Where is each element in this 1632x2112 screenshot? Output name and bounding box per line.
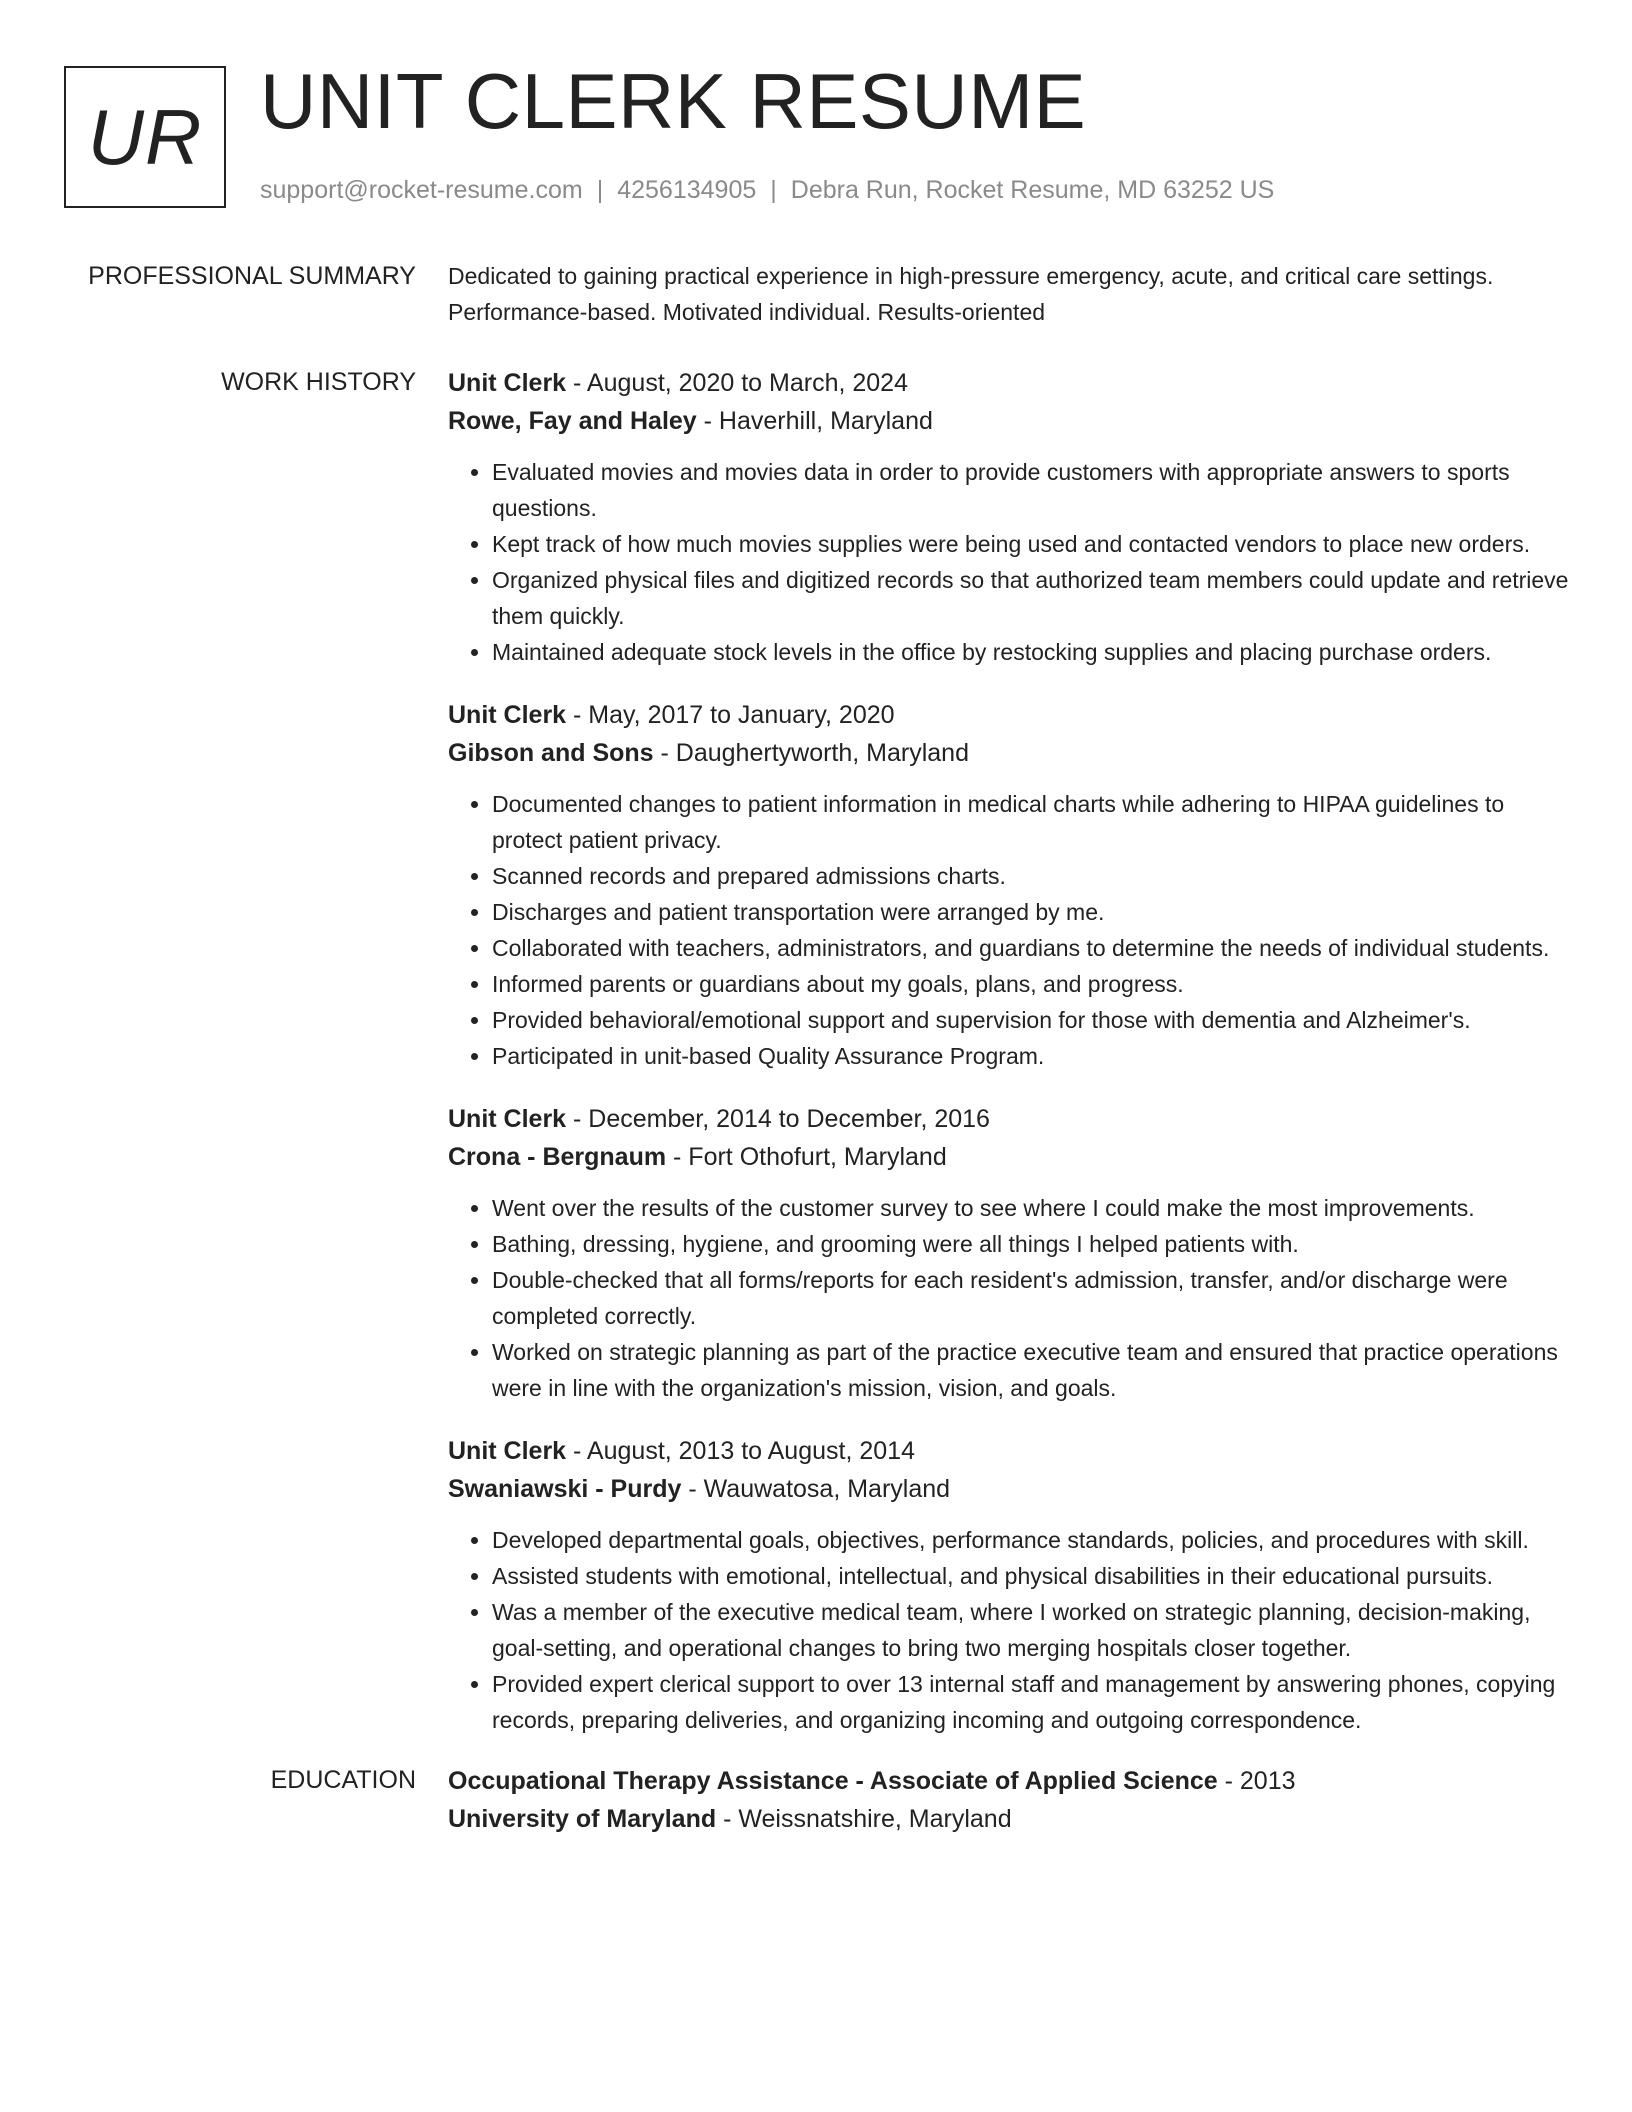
education-location: - Weissnatshire, Maryland — [716, 1805, 1012, 1833]
job-bullet: • Assisted students with emotional, intellectual, and physical disabilities in their educational pursuits. — [492, 1558, 1576, 1594]
contact-separator: | — [770, 176, 777, 204]
resume-content — [64, 258, 1576, 1864]
education-degree: Occupational Therapy Assistance - Associate of Applied Science — [448, 1767, 1218, 1795]
contact-line — [260, 174, 1274, 206]
job-bullet: • Documented changes to patient information in medical charts while adhering to HIPAA guidelines to protect patient privacy. — [492, 786, 1576, 858]
section-label-work-history: WORK HISTORY — [221, 368, 416, 396]
job-title-line — [448, 364, 1576, 402]
education-entry — [448, 1762, 1576, 1838]
job-entry — [448, 1100, 1576, 1406]
job-bullet: • Provided behavioral/emotional support and supervision for those with dementia and Alzheimer's. — [492, 1002, 1576, 1038]
education-school-line — [448, 1800, 1576, 1838]
education-section — [64, 1762, 1576, 1864]
job-entry — [448, 364, 1576, 670]
job-bullet: • Was a member of the executive medical team, where I worked on strategic planning, decision-making, goal-setting, and operational changes to bring two merging hospitals closer together. — [492, 1594, 1576, 1666]
job-title: Unit Clerk — [448, 369, 567, 397]
job-company: Gibson and Sons — [448, 739, 654, 767]
summary-section — [64, 258, 1576, 330]
job-company-line — [448, 402, 1576, 440]
section-label-summary: PROFESSIONAL SUMMARY — [88, 262, 416, 290]
job-bullet: • Evaluated movies and movies data in order to provide customers with appropriate answers to sports questions. — [492, 454, 1576, 526]
job-bullet: • Provided expert clerical support to over 13 internal staff and management by answering phones, copying records, preparing deliveries, and organizing incoming and outgoing correspondence. — [492, 1666, 1576, 1738]
job-dates: - August, 2020 to March, 2024 — [566, 369, 908, 397]
job-dates: - August, 2013 to August, 2014 — [566, 1437, 915, 1465]
job-title-line — [448, 696, 1576, 734]
job-title: Unit Clerk — [448, 1437, 567, 1465]
education-degree-line — [448, 1762, 1576, 1800]
job-bullets — [448, 454, 1576, 670]
job-location: - Wauwatosa, Maryland — [681, 1475, 951, 1503]
job-location: - Daughertyworth, Maryland — [653, 739, 969, 767]
education-school: University of Maryland — [448, 1805, 717, 1833]
job-bullet: • Participated in unit-based Quality Assurance Program. — [492, 1038, 1576, 1074]
job-company: Rowe, Fay and Haley — [448, 407, 697, 435]
education-year: - 2013 — [1217, 1767, 1296, 1795]
job-company-line — [448, 1470, 1576, 1508]
job-title-line — [448, 1100, 1576, 1138]
job-title: Unit Clerk — [448, 1105, 567, 1133]
job-company: Crona - Bergnaum — [448, 1143, 667, 1171]
job-bullet: • Maintained adequate stock levels in the office by restocking supplies and placing purchase orders. — [492, 634, 1576, 670]
job-title-line — [448, 1432, 1576, 1470]
job-location: - Haverhill, Maryland — [696, 407, 933, 435]
job-bullet: • Collaborated with teachers, administrators, and guardians to determine the needs of individual students. — [492, 930, 1576, 966]
contact-email: support@rocket-resume.com — [260, 176, 583, 204]
job-company: Swaniawski - Purdy — [448, 1475, 682, 1503]
job-bullets — [448, 1190, 1576, 1406]
job-dates: - May, 2017 to January, 2020 — [566, 701, 895, 729]
job-bullet: • Worked on strategic planning as part of the practice executive team and ensured that practice operations were in line with the organization's mission, vision, and goals. — [492, 1334, 1576, 1406]
job-bullet: • Developed departmental goals, objectives, performance standards, policies, and procedures with skill. — [492, 1522, 1576, 1558]
job-bullet: • Bathing, dressing, hygiene, and grooming were all things I helped patients with. — [492, 1226, 1576, 1262]
section-label-education: EDUCATION — [270, 1766, 416, 1794]
contact-address: Debra Run, Rocket Resume, MD 63252 US — [790, 176, 1275, 204]
job-entry — [448, 696, 1576, 1074]
job-bullet: • Organized physical files and digitized records so that authorized team members could update and retrieve them quickly. — [492, 562, 1576, 634]
job-bullets — [448, 1522, 1576, 1738]
job-bullet: • Discharges and patient transportation were arranged by me. — [492, 894, 1576, 930]
job-bullets — [448, 786, 1576, 1074]
work-history-section — [64, 364, 1576, 1738]
job-title: Unit Clerk — [448, 701, 567, 729]
job-bullet: • Kept track of how much movies supplies were being used and contacted vendors to place new orders. — [492, 526, 1576, 562]
job-location: - Fort Othofurt, Maryland — [666, 1143, 947, 1171]
job-bullet: • Scanned records and prepared admissions charts. — [492, 858, 1576, 894]
contact-separator: | — [596, 176, 604, 204]
job-bullet: • Informed parents or guardians about my goals, plans, and progress. — [492, 966, 1576, 1002]
job-bullet: • Went over the results of the customer survey to see where I could make the most improvements. — [492, 1190, 1576, 1226]
job-bullet: • Double-checked that all forms/reports for each resident's admission, transfer, and/or discharge were completed correctly. — [492, 1262, 1576, 1334]
monogram-badge: UR — [64, 66, 226, 208]
contact-phone: 4256134905 — [617, 176, 757, 204]
resume-title: UNIT CLERK RESUME — [260, 57, 1087, 145]
job-company-line — [448, 1138, 1576, 1176]
job-entry — [448, 1432, 1576, 1738]
job-dates: - December, 2014 to December, 2016 — [566, 1105, 990, 1133]
summary-text: Dedicated to gaining practical experience in high-pressure emergency, acute, and critical care settings. Performance-based. Motivated individual. Results-oriented — [448, 263, 1494, 325]
job-company-line — [448, 734, 1576, 772]
